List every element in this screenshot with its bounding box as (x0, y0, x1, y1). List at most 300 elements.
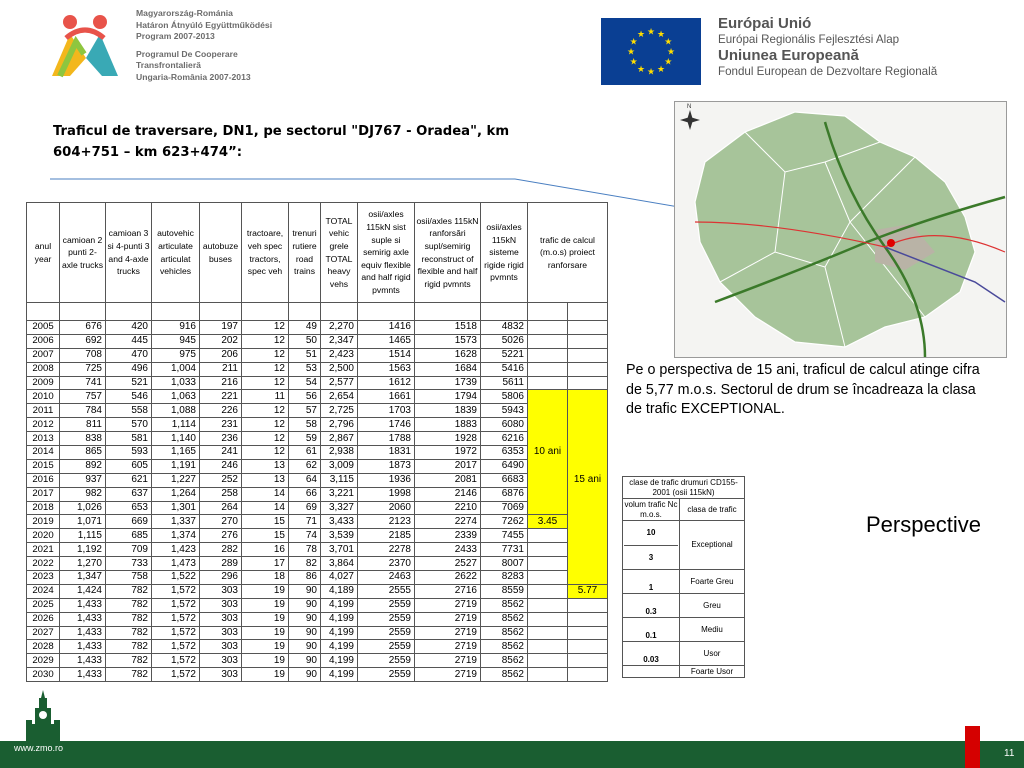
value-cell: 2,654 (321, 390, 358, 404)
value-cell: 19 (242, 584, 289, 598)
fifteen-years-value: 5.77 (568, 584, 608, 598)
fifteen-year-cell (568, 612, 608, 626)
value-cell: 2559 (358, 598, 415, 612)
value-cell: 496 (106, 362, 152, 376)
value-cell: 1514 (358, 348, 415, 362)
value-cell: 2060 (358, 501, 415, 515)
value-cell: 3,539 (321, 529, 358, 543)
value-cell: 669 (106, 515, 152, 529)
eu-line: Európai Unió (718, 15, 812, 32)
year-cell: 2016 (27, 473, 60, 487)
value-cell: 1,572 (152, 654, 200, 668)
value-cell: 6683 (481, 473, 528, 487)
value-cell: 782 (106, 584, 152, 598)
fifteen-year-cell (568, 501, 608, 515)
value-cell: 1,140 (152, 432, 200, 446)
fifteen-year-cell (568, 598, 608, 612)
program-line: Transfrontalieră (136, 60, 201, 71)
value-cell: 1,114 (152, 418, 200, 432)
value-cell: 782 (106, 654, 152, 668)
value-cell: 1518 (415, 321, 481, 335)
value-cell: 445 (106, 334, 152, 348)
ten-year-cell (528, 668, 568, 682)
table-row (27, 515, 608, 529)
fifteen-year-cell (568, 626, 608, 640)
value-cell: 8562 (481, 626, 528, 640)
ten-year-cell (528, 334, 568, 348)
table-row (27, 459, 608, 473)
year-cell: 2021 (27, 543, 60, 557)
value-cell: 53 (289, 362, 321, 376)
ten-year-cell (528, 557, 568, 571)
value-cell: 1936 (358, 473, 415, 487)
value-cell: 2527 (415, 557, 481, 571)
table-row (27, 473, 608, 487)
value-cell: 2370 (358, 557, 415, 571)
value-cell: 1928 (415, 432, 481, 446)
value-cell: 90 (289, 598, 321, 612)
fifteen-year-cell (568, 321, 608, 335)
value-cell: 69 (289, 501, 321, 515)
value-cell: 90 (289, 654, 321, 668)
value-cell: 757 (60, 390, 106, 404)
table-row (27, 321, 608, 335)
year-cell: 2007 (27, 348, 60, 362)
value-cell: 4,199 (321, 668, 358, 682)
value-cell: 50 (289, 334, 321, 348)
year-cell: 2013 (27, 432, 60, 446)
value-cell: 1612 (358, 376, 415, 390)
value-cell: 8559 (481, 584, 528, 598)
value-cell: 865 (60, 446, 106, 460)
value-cell: 12 (242, 334, 289, 348)
value-cell: 2017 (415, 459, 481, 473)
year-cell: 2022 (27, 557, 60, 571)
value-cell: 1831 (358, 446, 415, 460)
value-cell: 16 (242, 543, 289, 557)
value-cell: 2,867 (321, 432, 358, 446)
table-row (27, 334, 608, 348)
ten-year-cell (528, 598, 568, 612)
value-cell: 676 (60, 321, 106, 335)
perspective-paragraph: Pe o perspectiva de 15 ani, traficul de calcul atinge cifra de 5,77 m.o.s. Sectorul de drum se încadreaza la clasa de trafic EXCEPTIONAL. (626, 362, 980, 417)
eu-star-icon: ★ (636, 63, 646, 74)
value-cell: 211 (200, 362, 242, 376)
ten-years-value: 3.45 (528, 515, 568, 529)
value-cell: 18 (242, 571, 289, 585)
value-cell: 252 (200, 473, 242, 487)
value-cell: 19 (242, 640, 289, 654)
value-cell: 1972 (415, 446, 481, 460)
ten-year-cell (528, 376, 568, 390)
value-cell: 1,473 (152, 557, 200, 571)
ten-year-cell (528, 654, 568, 668)
table-row (27, 487, 608, 501)
value-cell: 6216 (481, 432, 528, 446)
ten-year-cell (528, 487, 568, 501)
value-cell: 1873 (358, 459, 415, 473)
value-cell: 54 (289, 376, 321, 390)
class-table-col2: clasa de trafic (680, 499, 745, 521)
value-cell: 1,337 (152, 515, 200, 529)
value-cell: 2559 (358, 612, 415, 626)
ten-year-cell (528, 432, 568, 446)
value-cell: 1,071 (60, 515, 106, 529)
value-cell: 1,572 (152, 640, 200, 654)
value-cell: 521 (106, 376, 152, 390)
table-row (27, 501, 608, 515)
ten-year-cell (528, 640, 568, 654)
value-cell: 90 (289, 626, 321, 640)
svg-text:N: N (687, 104, 692, 110)
program-line: Ungaria-România 2007-2013 (136, 71, 251, 82)
col-header: osii/axles 115kN sisteme rigide rigid pvmnts (481, 203, 528, 303)
location-map (674, 101, 1007, 358)
value-cell: 570 (106, 418, 152, 432)
value-cell: 782 (106, 668, 152, 682)
value-cell: 2555 (358, 584, 415, 598)
footer-bar (0, 741, 1024, 768)
value-cell: 2559 (358, 640, 415, 654)
value-cell: 2210 (415, 501, 481, 515)
col-header: TOTAL vehic grele TOTAL heavy vehs (321, 203, 358, 303)
value-cell: 14 (242, 501, 289, 515)
value-cell: 13 (242, 459, 289, 473)
value-cell: 2,423 (321, 348, 358, 362)
value-cell: 61 (289, 446, 321, 460)
value-cell: 5221 (481, 348, 528, 362)
ten-year-cell (528, 362, 568, 376)
red-accent-bar (965, 726, 980, 768)
value-cell: 5806 (481, 390, 528, 404)
fifteen-year-cell (568, 376, 608, 390)
value-cell: 1998 (358, 487, 415, 501)
value-cell: 2123 (358, 515, 415, 529)
value-cell: 90 (289, 668, 321, 682)
value-cell: 1,433 (60, 612, 106, 626)
value-cell: 1,301 (152, 501, 200, 515)
year-cell: 2009 (27, 376, 60, 390)
value-cell: 653 (106, 501, 152, 515)
value-cell: 221 (200, 390, 242, 404)
value-cell: 5416 (481, 362, 528, 376)
value-cell: 2719 (415, 626, 481, 640)
value-cell: 4,199 (321, 612, 358, 626)
value-cell: 1,572 (152, 668, 200, 682)
value-cell: 1,572 (152, 626, 200, 640)
fifteen-year-cell (568, 640, 608, 654)
value-cell: 2719 (415, 654, 481, 668)
ten-year-cell (528, 529, 568, 543)
value-cell: 2433 (415, 543, 481, 557)
value-cell: 303 (200, 640, 242, 654)
table-row (27, 543, 608, 557)
value-cell: 892 (60, 459, 106, 473)
value-cell: 216 (200, 376, 242, 390)
class-name: Foarte Greu (680, 570, 745, 594)
ten-year-cell (528, 348, 568, 362)
threshold-value: 0.1 (623, 618, 680, 642)
value-cell: 3,701 (321, 543, 358, 557)
value-cell: 709 (106, 543, 152, 557)
ten-year-cell (528, 404, 568, 418)
value-cell: 1703 (358, 404, 415, 418)
value-cell: 19 (242, 612, 289, 626)
table-row (27, 557, 608, 571)
value-cell: 303 (200, 654, 242, 668)
value-cell: 2719 (415, 598, 481, 612)
value-cell: 78 (289, 543, 321, 557)
value-cell: 12 (242, 376, 289, 390)
year-cell: 2030 (27, 668, 60, 682)
class-name: Foarte Usor (680, 666, 745, 678)
year-cell: 2019 (27, 515, 60, 529)
value-cell: 82 (289, 557, 321, 571)
value-cell: 56 (289, 390, 321, 404)
table-row (27, 584, 608, 598)
class-name: Exceptional (680, 521, 745, 570)
value-cell: 62 (289, 459, 321, 473)
value-cell: 1,115 (60, 529, 106, 543)
value-cell: 1465 (358, 334, 415, 348)
year-cell: 2015 (27, 459, 60, 473)
fifteen-years-label: 15 ani (568, 473, 608, 487)
fifteen-year-cell (568, 543, 608, 557)
value-cell: 5026 (481, 334, 528, 348)
value-cell: 2,938 (321, 446, 358, 460)
value-cell: 692 (60, 334, 106, 348)
value-cell: 1573 (415, 334, 481, 348)
value-cell: 2339 (415, 529, 481, 543)
eu-line: Fondul European de Dezvoltare Regională (718, 65, 938, 78)
value-cell: 197 (200, 321, 242, 335)
value-cell: 2274 (415, 515, 481, 529)
table-row (27, 626, 608, 640)
col-header: autovehic articulate articulat vehicles (152, 203, 200, 303)
value-cell: 74 (289, 529, 321, 543)
value-cell: 7731 (481, 543, 528, 557)
ten-year-cell (528, 612, 568, 626)
value-cell: 1,033 (152, 376, 200, 390)
value-cell: 71 (289, 515, 321, 529)
value-cell: 8562 (481, 654, 528, 668)
value-cell: 1,192 (60, 543, 106, 557)
value-cell: 1,374 (152, 529, 200, 543)
year-cell: 2010 (27, 390, 60, 404)
value-cell: 303 (200, 612, 242, 626)
value-cell: 1739 (415, 376, 481, 390)
value-cell: 6490 (481, 459, 528, 473)
value-cell: 733 (106, 557, 152, 571)
value-cell: 12 (242, 404, 289, 418)
table-row (27, 446, 608, 460)
value-cell: 1,004 (152, 362, 200, 376)
eu-line: Uniunea Europeană (718, 47, 859, 64)
value-cell: 945 (152, 334, 200, 348)
eu-star-icon: ★ (656, 29, 666, 40)
value-cell: 59 (289, 432, 321, 446)
table-row (27, 571, 608, 585)
table-row (27, 612, 608, 626)
year-cell: 2005 (27, 321, 60, 335)
table-row (27, 668, 608, 682)
class-name: Greu (680, 594, 745, 618)
year-cell: 2018 (27, 501, 60, 515)
value-cell: 2719 (415, 668, 481, 682)
eu-funding-text (718, 15, 1018, 79)
value-cell: 1,088 (152, 404, 200, 418)
value-cell: 270 (200, 515, 242, 529)
col-header: osii/axles 115kN sist suple si semirig axle equiv flexible and half rigid pvmnts (358, 203, 415, 303)
col-header: camioan 2 punti 2-axle trucks (60, 203, 106, 303)
value-cell: 11 (242, 390, 289, 404)
value-cell: 1,347 (60, 571, 106, 585)
value-cell: 258 (200, 487, 242, 501)
hu-ro-program-logo (46, 12, 124, 78)
value-cell: 246 (200, 459, 242, 473)
value-cell: 1,264 (152, 487, 200, 501)
eu-star-icon: ★ (666, 46, 676, 57)
threshold-value: 0.3 (623, 594, 680, 618)
value-cell: 2,577 (321, 376, 358, 390)
value-cell: 1,165 (152, 446, 200, 460)
ten-year-cell (528, 626, 568, 640)
class-name: Mediu (680, 618, 745, 642)
hu-ro-program-text (136, 8, 326, 84)
value-cell: 2559 (358, 654, 415, 668)
fifteen-year-cell (568, 529, 608, 543)
table-row (27, 404, 608, 418)
col-header: osii/axles 115kN ranforsări supl/semirig reconstruct of flexible and half rigid pvmnts (415, 203, 481, 303)
page-number: 11 (1004, 748, 1015, 759)
value-cell: 8562 (481, 640, 528, 654)
perspective-label: Perspective (866, 512, 981, 537)
value-cell: 17 (242, 557, 289, 571)
class-name: Usor (680, 642, 745, 666)
value-cell: 1794 (415, 390, 481, 404)
fifteen-year-cell (568, 418, 608, 432)
table-row (27, 362, 608, 376)
fifteen-year-cell (568, 515, 608, 529)
value-cell: 90 (289, 584, 321, 598)
table-row (27, 348, 608, 362)
tower-icon (26, 690, 60, 742)
year-cell: 2023 (27, 571, 60, 585)
value-cell: 1,433 (60, 668, 106, 682)
traffic-table (26, 202, 608, 682)
value-cell: 90 (289, 612, 321, 626)
value-cell: 4,199 (321, 626, 358, 640)
value-cell: 685 (106, 529, 152, 543)
fifteen-year-cell (568, 557, 608, 571)
threshold-value: 3 (624, 545, 678, 569)
value-cell: 3,009 (321, 459, 358, 473)
eu-line: Európai Regionális Fejlesztési Alap (718, 33, 900, 46)
fifteen-year-cell (568, 362, 608, 376)
value-cell: 19 (242, 626, 289, 640)
value-cell: 12 (242, 321, 289, 335)
value-cell: 2,725 (321, 404, 358, 418)
value-cell: 12 (242, 348, 289, 362)
footer-url-link[interactable]: www.zmo.ro (14, 743, 64, 753)
value-cell: 6353 (481, 446, 528, 460)
fifteen-year-cell (568, 654, 608, 668)
value-cell: 782 (106, 640, 152, 654)
year-cell: 2012 (27, 418, 60, 432)
fifteen-year-cell (568, 348, 608, 362)
value-cell: 1,572 (152, 598, 200, 612)
value-cell: 1661 (358, 390, 415, 404)
value-cell: 1,227 (152, 473, 200, 487)
value-cell: 236 (200, 432, 242, 446)
value-cell: 241 (200, 446, 242, 460)
value-cell: 784 (60, 404, 106, 418)
value-cell: 303 (200, 668, 242, 682)
program-line: Határon Átnyúló Együttműködési (136, 19, 273, 30)
value-cell: 4,199 (321, 640, 358, 654)
value-cell: 2081 (415, 473, 481, 487)
year-cell: 2014 (27, 446, 60, 460)
fifteen-year-cell (568, 446, 608, 460)
value-cell: 1,433 (60, 640, 106, 654)
value-cell: 1839 (415, 404, 481, 418)
ten-years-label: 10 ani (528, 446, 568, 460)
fifteen-year-cell (568, 487, 608, 501)
year-cell: 2020 (27, 529, 60, 543)
value-cell: 7455 (481, 529, 528, 543)
value-cell: 86 (289, 571, 321, 585)
table-row (27, 529, 608, 543)
value-cell: 2463 (358, 571, 415, 585)
fifteen-year-cell (568, 668, 608, 682)
value-cell: 782 (106, 612, 152, 626)
program-line: Program 2007-2013 (136, 31, 215, 42)
fifteen-year-cell (568, 334, 608, 348)
value-cell: 51 (289, 348, 321, 362)
value-cell: 637 (106, 487, 152, 501)
value-cell: 8007 (481, 557, 528, 571)
value-cell: 916 (152, 321, 200, 335)
value-cell: 811 (60, 418, 106, 432)
value-cell: 4,189 (321, 584, 358, 598)
value-cell: 206 (200, 348, 242, 362)
value-cell: 1,026 (60, 501, 106, 515)
value-cell: 1,423 (152, 543, 200, 557)
value-cell: 4832 (481, 321, 528, 335)
value-cell: 1,433 (60, 654, 106, 668)
year-cell: 2029 (27, 654, 60, 668)
value-cell: 2185 (358, 529, 415, 543)
eu-star-icon: ★ (664, 36, 673, 47)
value-cell: 3,327 (321, 501, 358, 515)
value-cell: 264 (200, 501, 242, 515)
eu-star-icon: ★ (664, 56, 673, 67)
table-row (27, 418, 608, 432)
value-cell: 49 (289, 321, 321, 335)
ten-year-cell (528, 584, 568, 598)
value-cell: 6876 (481, 487, 528, 501)
value-cell: 1,572 (152, 612, 200, 626)
value-cell: 2716 (415, 584, 481, 598)
ten-year-cell (528, 501, 568, 515)
value-cell: 64 (289, 473, 321, 487)
eu-star-icon: ★ (636, 29, 646, 40)
table-row (27, 654, 608, 668)
value-cell: 593 (106, 446, 152, 460)
value-cell: 15 (242, 515, 289, 529)
value-cell: 937 (60, 473, 106, 487)
value-cell: 2719 (415, 640, 481, 654)
